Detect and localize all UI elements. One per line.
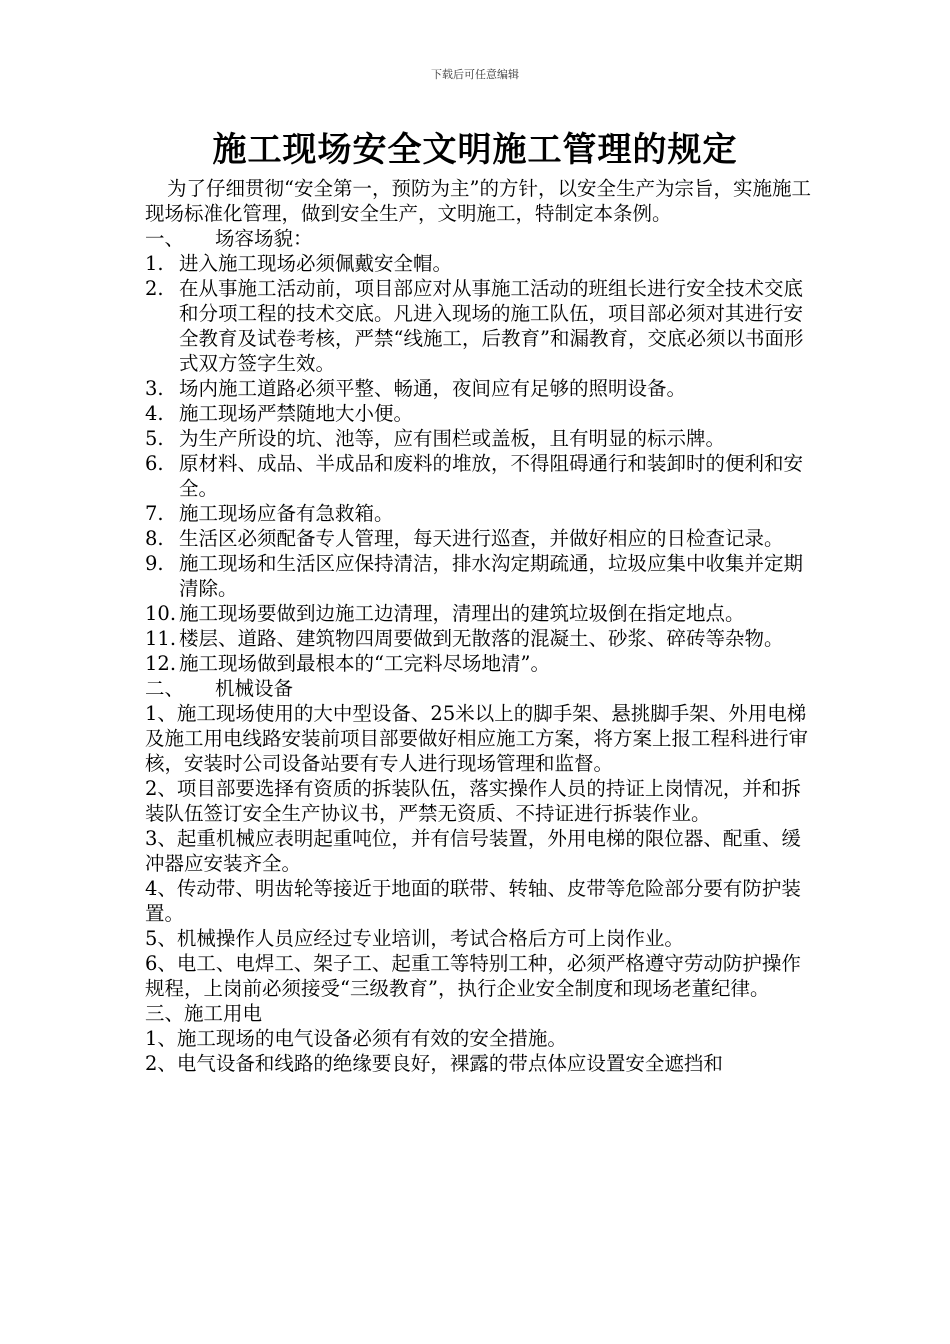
paragraph: 2、电气设备和线路的绝缘要良好，裸露的带点体应设置安全遮挡和	[145, 1052, 723, 1075]
item-text: 施工现场应备有急救箱。	[179, 502, 394, 525]
list-item	[145, 426, 813, 451]
list-item	[145, 401, 813, 426]
list-item	[145, 551, 813, 601]
section-number: 一、	[145, 227, 185, 250]
item-text: 场内施工道路必须平整、畅通，夜间应有足够的照明设备。	[179, 377, 687, 400]
item-number: 2.	[145, 277, 164, 300]
item-text: 施工现场严禁随地大小便。	[179, 402, 414, 425]
item-number: 8.	[145, 527, 164, 550]
intro-paragraph: 为了仔细贯彻“安全第一，预防为主”的方针，以安全生产为宗旨，实施施工现场标准化管理，做到安全生产，文明施工，特制定本条例。	[145, 177, 811, 225]
item-text: 楼层、道路、建筑物四周要做到无散落的混凝土、砂浆、碎砖等杂物。	[179, 627, 784, 650]
paragraph: 2、项目部要选择有资质的拆装队伍，落实操作人员的持证上岗情况，并和拆装队伍签订安全生产协议书，严禁无资质、不持证进行拆装作业。	[145, 777, 801, 825]
section-label: 场容场貌：	[215, 227, 313, 250]
list-item	[145, 376, 813, 401]
list-item	[145, 251, 813, 276]
item-text: 进入施工现场必须佩戴安全帽。	[179, 252, 453, 275]
item-number: 5.	[145, 427, 164, 450]
section-heading-2	[145, 676, 813, 701]
item-text: 施工现场要做到边施工边清理，清理出的建筑垃圾倒在指定地点。	[179, 602, 745, 625]
list-item	[145, 651, 813, 676]
item-number: 11.	[145, 627, 177, 650]
item-number: 10.	[145, 602, 177, 625]
section-number: 二、	[145, 677, 185, 700]
item-number: 12.	[145, 652, 177, 675]
item-number: 6.	[145, 452, 164, 475]
item-text: 生活区必须配备专人管理，每天进行巡查，并做好相应的日检查记录。	[179, 527, 784, 550]
paragraph: 6、电工、电焊工、架子工、起重工等特别工种，必须严格遵守劳动防护操作规程，上岗前必须接受“三级教育”，执行企业安全制度和现场老董纪律。	[145, 952, 801, 1000]
list-item	[145, 501, 813, 526]
section-heading-3: 三、施工用电	[145, 1002, 263, 1025]
section-heading-1	[145, 226, 813, 251]
list-item	[145, 626, 813, 651]
paragraph: 5、机械操作人员应经过专业培训，考试合格后方可上岗作业。	[145, 927, 684, 950]
item-text: 原材料、成品、半成品和废料的堆放，不得阻碍通行和装卸时的便利和安全。	[179, 452, 804, 500]
document-title: 施工现场安全文明施工管理的规定	[212, 130, 738, 170]
section-label: 机械设备	[215, 677, 294, 700]
item-text: 施工现场和生活区应保持清洁，排水沟定期疏通，垃圾应集中收集并定期清除。	[179, 552, 804, 600]
item-text: 施工现场做到最根本的“工完料尽场地清”。	[179, 652, 550, 675]
item-text: 为生产所设的坑、池等，应有围栏或盖板，且有明显的标示牌。	[179, 427, 726, 450]
item-number: 7.	[145, 502, 164, 525]
list-item	[145, 526, 813, 551]
page-header: 下载后可任意编辑	[431, 68, 519, 81]
section1-list	[145, 251, 813, 676]
item-number: 3.	[145, 377, 164, 400]
item-number: 1.	[145, 252, 164, 275]
item-number: 4.	[145, 402, 164, 425]
paragraph: 4、传动带、明齿轮等接近于地面的联带、转轴、皮带等危险部分要有防护装置。	[145, 877, 801, 925]
item-number: 9.	[145, 552, 164, 575]
item-text: 在从事施工活动前，项目部应对从事施工活动的班组长进行安全技术交底和分项工程的技术交底。凡进入现场的施工队伍，项目部必须对其进行安全教育及试卷考核，严禁“线施工，后教育”和漏教育，交底必须以书面形式双方签字生效。	[179, 277, 804, 375]
paragraph: 1、施工现场的电气设备必须有有效的安全措施。	[145, 1027, 567, 1050]
list-item	[145, 601, 813, 626]
list-item	[145, 276, 813, 376]
document-body	[145, 176, 813, 1076]
paragraph: 3、起重机械应表明起重吨位，并有信号装置，外用电梯的限位器、配重、缓冲器应安装齐全。	[145, 827, 801, 875]
paragraph: 1、施工现场使用的大中型设备、25米以上的脚手架、悬挑脚手架、外用电梯及施工用电线路安装前项目部要做好相应施工方案，将方案上报工程科进行审核，安装时公司设备站要有专人进行现场管理和监督。	[145, 702, 809, 775]
list-item	[145, 451, 813, 501]
